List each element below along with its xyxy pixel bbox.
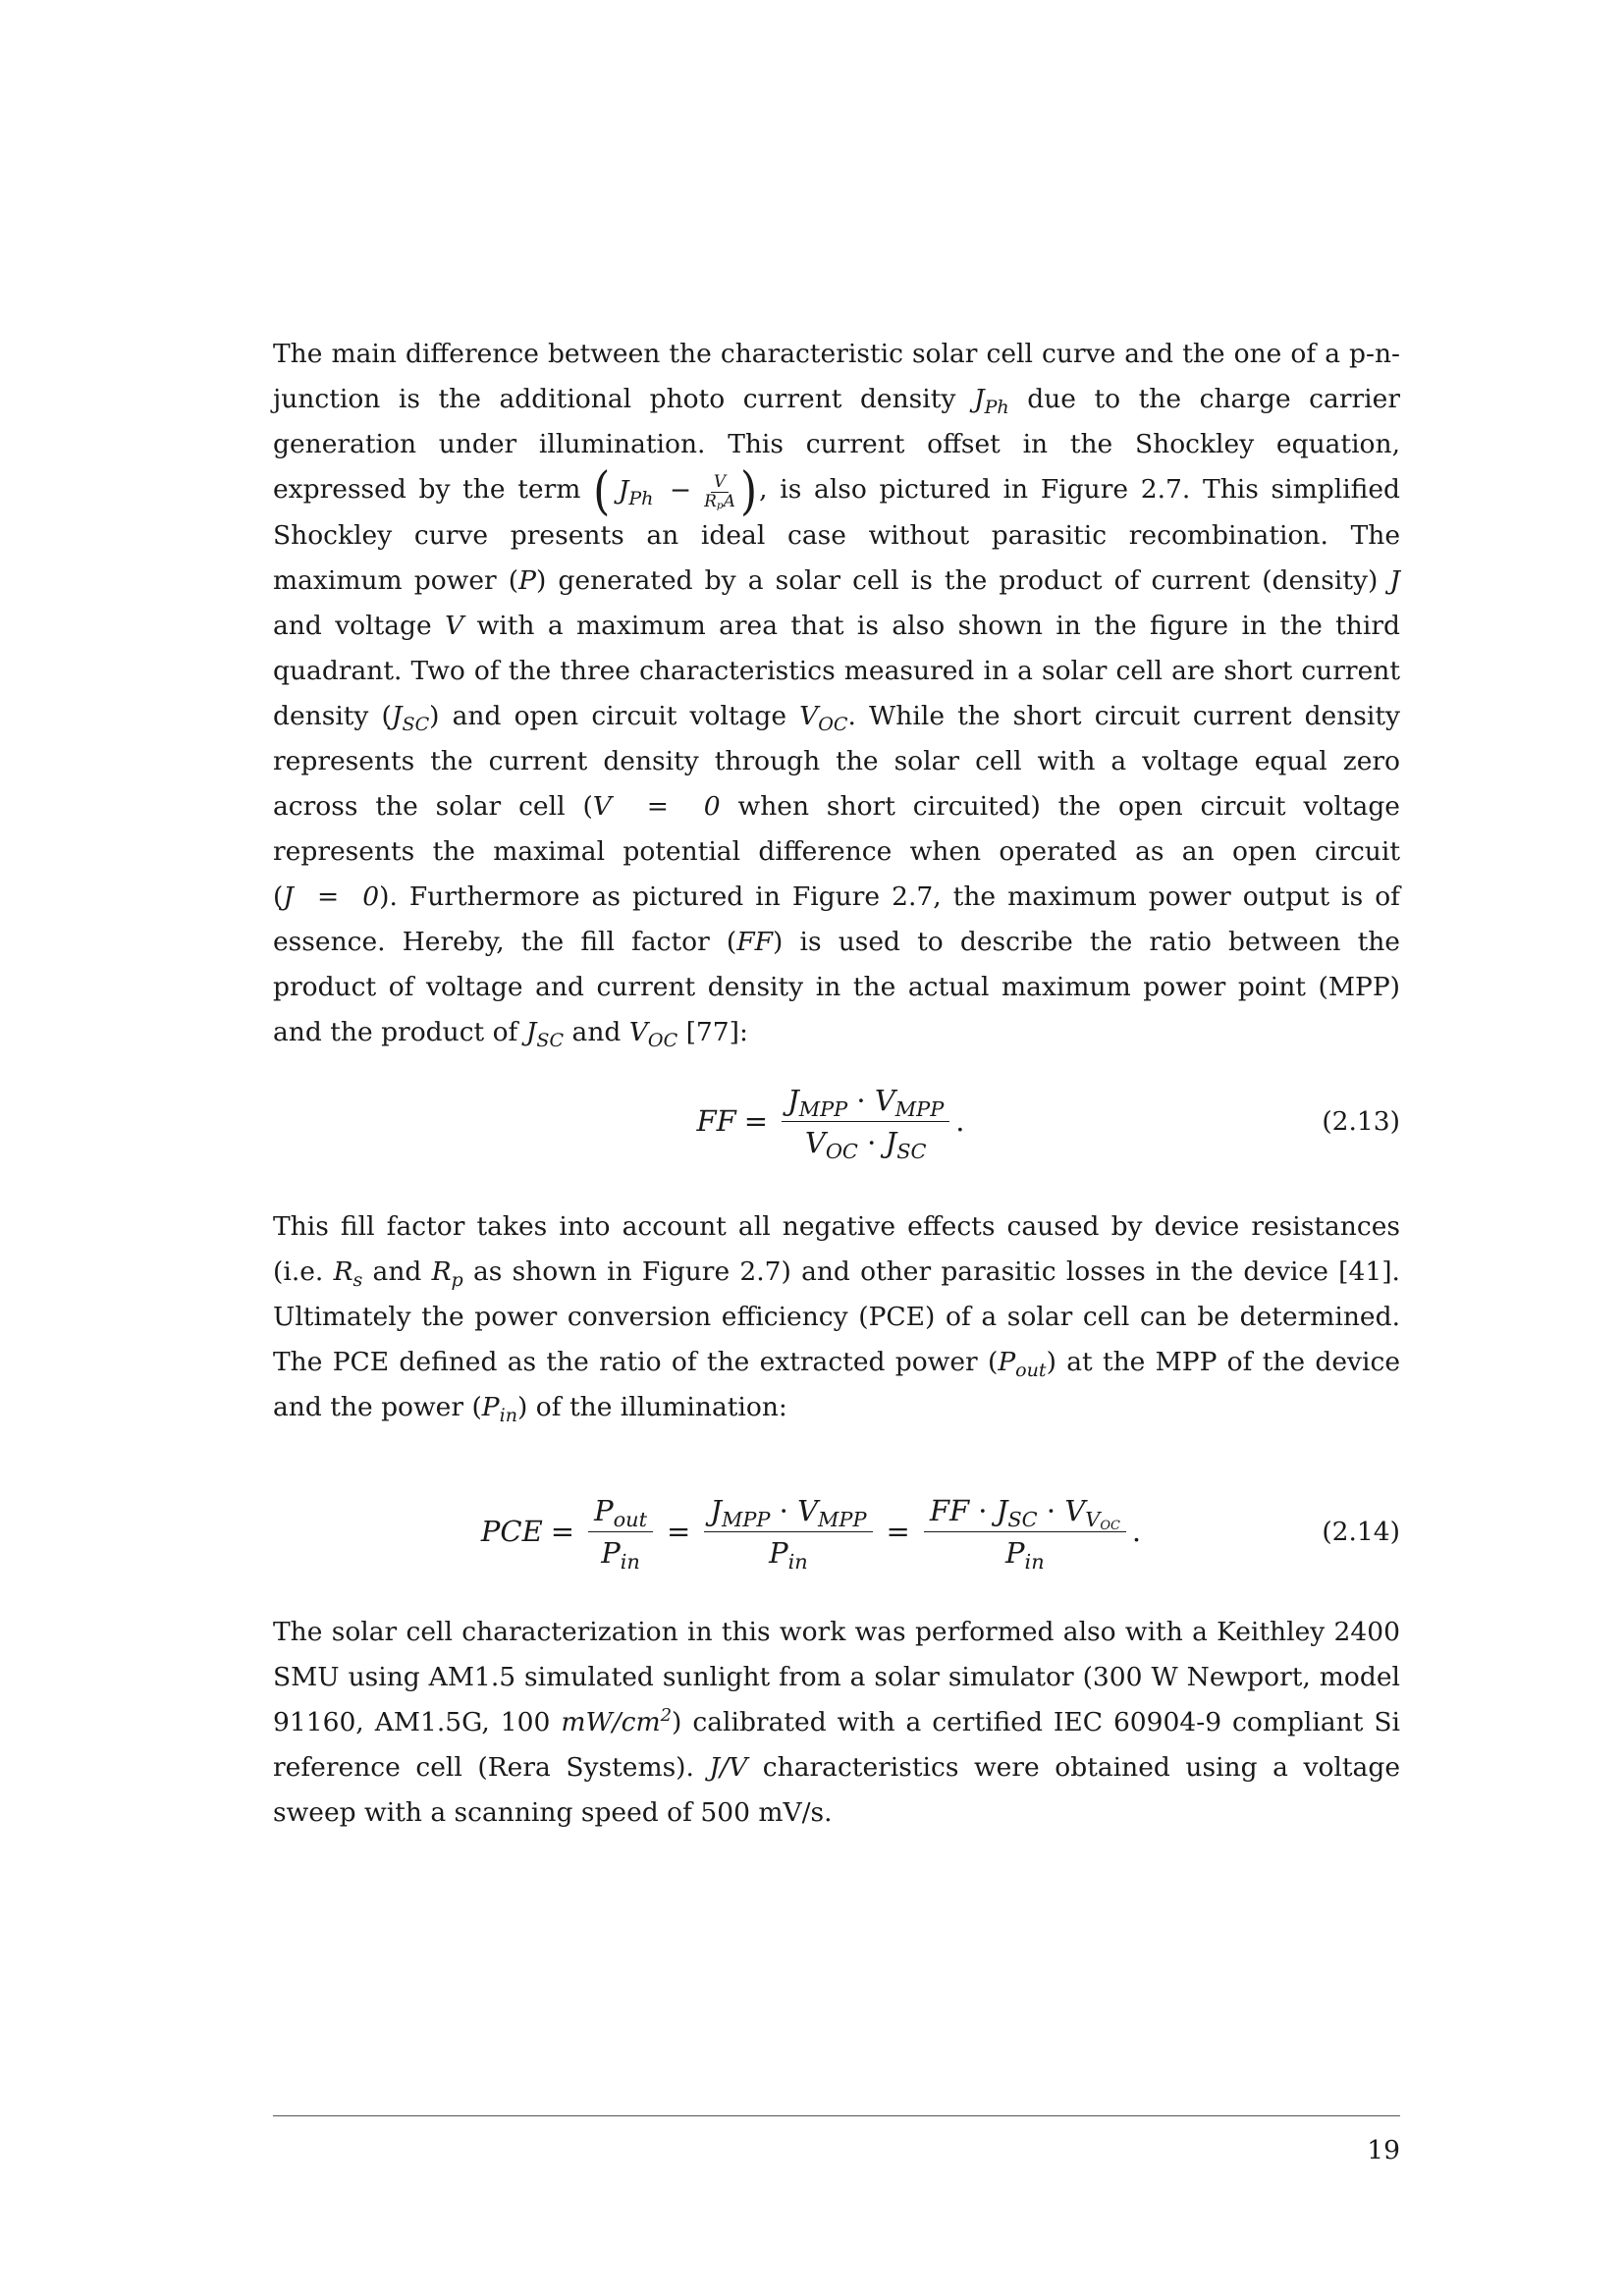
paragraph-1 — [273, 332, 1400, 1055]
math-v-eq-zero: V = 0 — [592, 791, 721, 822]
math-v: V — [445, 611, 464, 641]
power-ratio-fraction: $\frac{P_{out}}{P_{in}}$ — [588, 1493, 653, 1571]
text-run: ). Furthermore as pictured in Figure 2.7, the maximum power output is of essence. Hereby, the fill factor ( — [273, 881, 1400, 957]
text-run: The solar cell characterization in this work was performed also with a Keithley 2400 SMU using AM1.5 simulated sunlight from a solar simulator (300 W Newport, model 91160, AM1.5G, 100 — [273, 1617, 1400, 1737]
equation-number: (2.13) — [1322, 1105, 1400, 1137]
eq-lhs: FF — [696, 1104, 736, 1138]
equation-2-14: PCE = $\frac{P_{out}}{P_{in}}$ = $\frac{J_{MPP} \cdot V_{MPP}}{P_{in}}$ = $\frac{FF \cdot J_{SC} \cdot V_{VOC}}{P_{in}}$ . (2.14) — [273, 1482, 1400, 1580]
math-p: P — [518, 565, 536, 596]
footer-rule — [273, 2115, 1400, 2116]
math-v-oc: $V_{OC}$ — [799, 701, 848, 736]
text-run: as shown in Figure 2.7) and other parasitic losses in the device [41]. Ultimately the power conversion efficiency (PCE) of a solar cell can be determined. The PCE defined as the ratio of the extracted power ( — [273, 1256, 1400, 1377]
text-run: This fill factor takes into account all negative effects caused by device resistances (i.e. — [273, 1211, 1400, 1287]
text-run: ) is used to describe the ratio between the product of voltage and current density in the actual maximum power point (MPP) and the product of — [273, 927, 1400, 1047]
text-run: The main difference between the characteristic solar cell curve and the one of a p-n-junction is the additional photo current density — [273, 339, 1400, 414]
math-v-oc: $V_{OC}$ — [628, 1017, 678, 1052]
fill-factor-fraction: $\frac{J_{MPP} \cdot V_{MPP}}{V_{OC} \cdot J_{SC}}$ — [782, 1083, 949, 1160]
text-run: [77]: — [677, 1017, 748, 1047]
page-number: 19 — [1367, 2135, 1400, 2165]
text-run: characteristics were obtained using a voltage sweep with a scanning speed of 500 mV/s. — [273, 1752, 1400, 1828]
math-j-eq-zero: J = 0 — [283, 881, 380, 912]
text-run: ) calibrated with a certified IEC 60904-9 compliant Si reference cell (Rera Systems). — [273, 1707, 1400, 1783]
text-run: , is also pictured in Figure 2.7. This simplified Shockley curve presents an ideal case without parasitic recombination. The maximum power ( — [273, 474, 1400, 596]
text-run: ) and open circuit voltage — [429, 701, 800, 731]
eq-lhs: PCE — [480, 1515, 543, 1548]
text-run: . While the short circuit current density represents the current density through the solar cell with a voltage equal zero across the solar cell ( — [273, 701, 1401, 822]
paragraph-2 — [273, 1204, 1400, 1430]
text-run: when short circuited) the open circuit voltage represents the maximal potential difference when operated as an open circuit ( — [273, 791, 1400, 912]
inline-fraction: $\frac{V}{\text{RpA}}$ — [704, 471, 735, 512]
math-irradiance-unit: $mW/cm^2$ — [561, 1705, 673, 1737]
math-p-in: $P_{in}$ — [481, 1392, 518, 1427]
text-run: ) generated by a solar cell is the product of current (density) — [536, 565, 1390, 596]
math-j-ph: $J_{Ph}$ — [973, 384, 1009, 419]
text-run: ) of the illumination: — [517, 1392, 787, 1422]
math-r-s: $R_s$ — [333, 1256, 363, 1292]
text-run: with a maximum area that is also shown in the figure in the third quadrant. Two of the three characteristics measured in a solar cell are short current density ( — [273, 611, 1400, 731]
math-photo-current-term: ( $J_{Ph}$ − $\frac{V}{\text{RpA}}$ ) — [593, 460, 758, 521]
math-j: J — [1389, 565, 1401, 596]
math-j-sc: $J_{SC}$ — [391, 701, 430, 736]
math-j-sc: $J_{SC}$ — [525, 1017, 565, 1052]
equation-number: (2.14) — [1322, 1516, 1400, 1547]
ff-fraction: $\frac{FF \cdot J_{SC} \cdot V_{VOC}}{P_{in}}$ — [924, 1493, 1126, 1571]
equation-2-13: FF = $\frac{J_{MPP} \cdot V_{MPP}}{V_{OC} \cdot J_{SC}}$ . (2.13) — [273, 1072, 1400, 1170]
math-ff: FF — [736, 927, 774, 957]
text-run: due to the charge carrier generation under illumination. This current offset in the Shockley equation, expressed by the term — [273, 384, 1400, 505]
text-run: and — [564, 1017, 629, 1047]
math-jv: J/V — [709, 1752, 748, 1783]
math-p-out: $P_{out}$ — [998, 1347, 1047, 1382]
math-r-p: $R_p$ — [431, 1256, 463, 1292]
text-run: and — [362, 1256, 432, 1287]
paragraph-3 — [273, 1610, 1400, 1836]
text-run: and voltage — [273, 611, 446, 641]
mpp-fraction: $\frac{J_{MPP} \cdot V_{MPP}}{P_{in}}$ — [704, 1493, 872, 1571]
text-run: ) at the MPP of the device and the power ( — [273, 1347, 1400, 1422]
